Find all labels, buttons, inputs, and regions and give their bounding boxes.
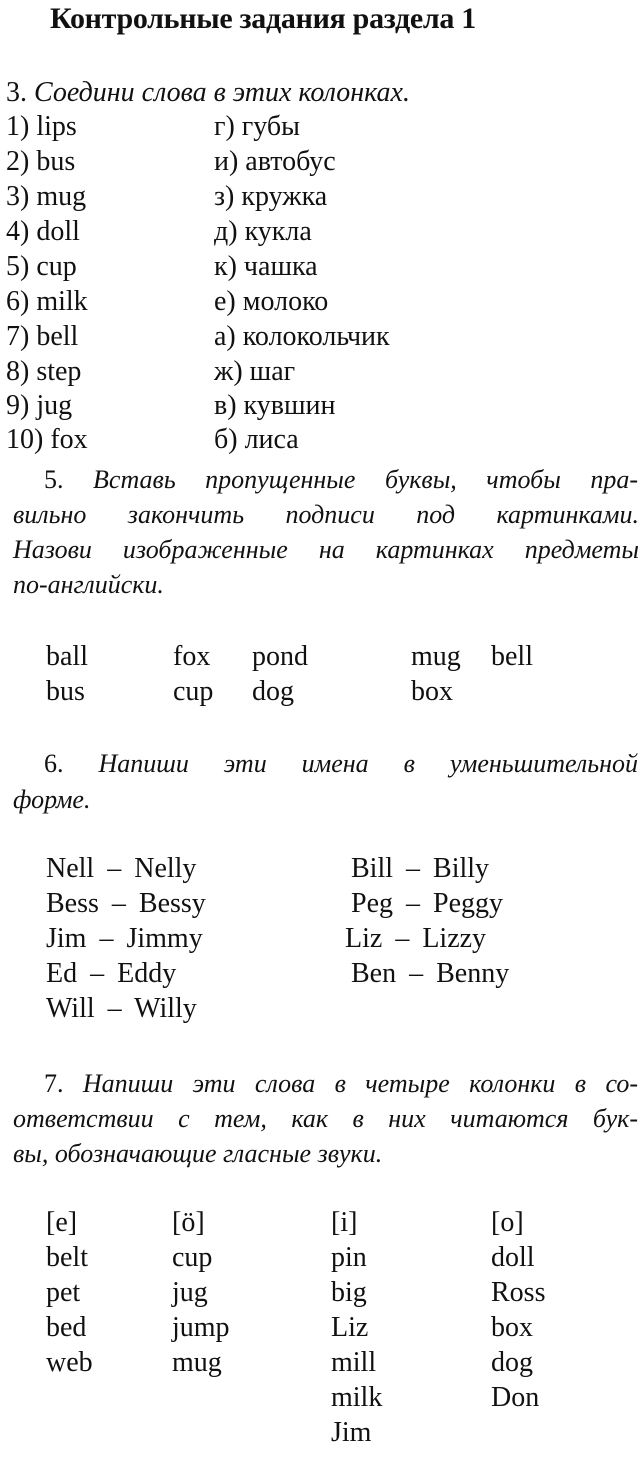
name: Liz bbox=[345, 923, 383, 954]
task3-ru-item: б) лиса bbox=[214, 424, 299, 455]
task3-ru-item: в) кувшин bbox=[214, 390, 336, 421]
task7-instruction-text: Напиши эти слова в четыре колонки в со- bbox=[82, 1069, 638, 1098]
column-word: cup bbox=[172, 1242, 213, 1273]
name-pair bbox=[46, 852, 196, 886]
task3-header bbox=[6, 76, 410, 110]
task3-en-item: 1) lips bbox=[6, 111, 77, 142]
column-word: milk bbox=[331, 1382, 383, 1413]
task5-instruction-line-3: Назови изображенные на картинках предметы bbox=[13, 535, 639, 564]
dash: – bbox=[107, 993, 122, 1024]
task3-ru-item: к) чашка bbox=[214, 251, 318, 282]
task5-word: fox bbox=[173, 641, 211, 672]
name-pair bbox=[46, 887, 206, 921]
dash: – bbox=[406, 888, 420, 919]
name-pair bbox=[351, 887, 503, 921]
task5-word: ball bbox=[46, 641, 88, 672]
task3-ru-item: и) автобус bbox=[214, 146, 336, 177]
task3-en-item: 9) jug bbox=[6, 390, 73, 421]
column-word: Jim bbox=[331, 1417, 372, 1448]
task6-instruction-text: Напиши эти имена в уменьшительной bbox=[98, 749, 638, 778]
diminutive: Peggy bbox=[433, 888, 503, 919]
task3-en-item: 6) milk bbox=[6, 286, 88, 317]
column-header: [e] bbox=[46, 1207, 78, 1238]
task3-ru-item: е) молоко bbox=[214, 286, 329, 317]
column-word: mill bbox=[331, 1347, 377, 1378]
task7-number: 7. bbox=[44, 1069, 64, 1098]
task7-instruction-line-3: вы, обозначающие гласные звуки. bbox=[13, 1139, 383, 1168]
column-header: [ö] bbox=[172, 1207, 205, 1238]
column-word: mug bbox=[172, 1347, 222, 1378]
dash: – bbox=[107, 853, 122, 884]
column-word: belt bbox=[46, 1242, 88, 1273]
dash: – bbox=[111, 888, 126, 919]
page-title: Контрольные задания раздела 1 bbox=[50, 2, 477, 35]
column-word: Liz bbox=[331, 1312, 369, 1343]
name: Bill bbox=[351, 853, 394, 884]
task3-ru-item: д) кукла bbox=[214, 216, 312, 247]
diminutive: Jimmy bbox=[126, 923, 203, 954]
task3-number: 3. bbox=[6, 77, 27, 108]
task3-en-item: 3) mug bbox=[6, 181, 87, 212]
task5-instruction-line-1 bbox=[0, 462, 638, 497]
name-pair bbox=[351, 957, 509, 991]
column-word: big bbox=[331, 1277, 367, 1308]
name-pair bbox=[46, 957, 176, 991]
column-word: jug bbox=[172, 1277, 208, 1308]
task5-word: mug bbox=[411, 641, 461, 672]
task3-ru-item: ж) шаг bbox=[214, 356, 296, 387]
dash: – bbox=[90, 958, 105, 989]
task6-instruction-line-1 bbox=[44, 746, 638, 781]
task5-word: dog bbox=[252, 676, 294, 707]
task3-ru-item: з) кружка bbox=[214, 181, 328, 212]
task7-instruction-line-1 bbox=[44, 1066, 638, 1101]
task5-instruction-line-2: вильно закончить подписи под картинками. bbox=[13, 500, 639, 529]
task7-instruction-line-2: ответствии с тем, как в них читаются бук- bbox=[13, 1104, 638, 1133]
task5-word: bus bbox=[46, 676, 85, 707]
dash: – bbox=[409, 958, 424, 989]
name: Ben bbox=[351, 958, 397, 989]
name: Ed bbox=[46, 958, 78, 989]
column-word: jump bbox=[172, 1312, 230, 1343]
task5-word: bell bbox=[491, 641, 533, 672]
name: Will bbox=[46, 993, 95, 1024]
task3-en-item: 4) doll bbox=[6, 216, 80, 247]
task3-ru-item: а) колокольчик bbox=[214, 321, 390, 352]
task3-instruction: Соедини слова в этих колонках. bbox=[34, 77, 410, 108]
task5-word: box bbox=[411, 676, 453, 707]
task3-en-item: 5) cup bbox=[6, 251, 77, 282]
name: Jim bbox=[46, 923, 87, 954]
column-word: dog bbox=[491, 1347, 533, 1378]
diminutive: Eddy bbox=[117, 958, 177, 989]
diminutive: Bessy bbox=[138, 888, 206, 919]
name: Peg bbox=[351, 888, 393, 919]
dash: – bbox=[99, 923, 114, 954]
column-word: bed bbox=[46, 1312, 87, 1343]
name-pair bbox=[345, 922, 486, 956]
column-word: Don bbox=[491, 1382, 540, 1413]
column-header: [o] bbox=[491, 1207, 524, 1238]
name: Nell bbox=[46, 853, 95, 884]
diminutive: Billy bbox=[433, 853, 490, 884]
name-pair bbox=[46, 992, 197, 1026]
task5-word: pond bbox=[252, 641, 308, 672]
task5-instruction-line-4: по-английски. bbox=[13, 570, 164, 599]
task6-instruction-line-2: форме. bbox=[13, 785, 91, 814]
task5-number: 5. bbox=[44, 465, 64, 494]
dash: – bbox=[395, 923, 410, 954]
diminutive: Nelly bbox=[134, 853, 197, 884]
task6-number: 6. bbox=[44, 749, 64, 778]
task3-en-item: 8) step bbox=[6, 356, 82, 387]
task3-en-item: 2) bus bbox=[6, 146, 76, 177]
task3-en-item: 7) bell bbox=[6, 321, 79, 352]
column-word: box bbox=[491, 1312, 533, 1343]
column-word: web bbox=[46, 1347, 93, 1378]
diminutive: Lizzy bbox=[422, 923, 487, 954]
task5-word: cup bbox=[173, 676, 214, 707]
diminutive: Willy bbox=[134, 993, 197, 1024]
column-word: Ross bbox=[491, 1277, 546, 1308]
column-word: pin bbox=[331, 1242, 367, 1273]
task3-en-item: 10) fox bbox=[6, 424, 88, 455]
column-word: doll bbox=[491, 1242, 535, 1273]
task5-instruction-text: Вставь пропущенные буквы, чтобы пра- bbox=[93, 465, 638, 494]
dash: – bbox=[406, 853, 421, 884]
task3-ru-item: г) губы bbox=[214, 111, 300, 142]
name: Bess bbox=[46, 888, 99, 919]
column-header: [i] bbox=[331, 1207, 358, 1238]
name-pair bbox=[351, 852, 489, 886]
name-pair bbox=[46, 922, 203, 956]
diminutive: Benny bbox=[436, 958, 510, 989]
column-word: pet bbox=[46, 1277, 81, 1308]
